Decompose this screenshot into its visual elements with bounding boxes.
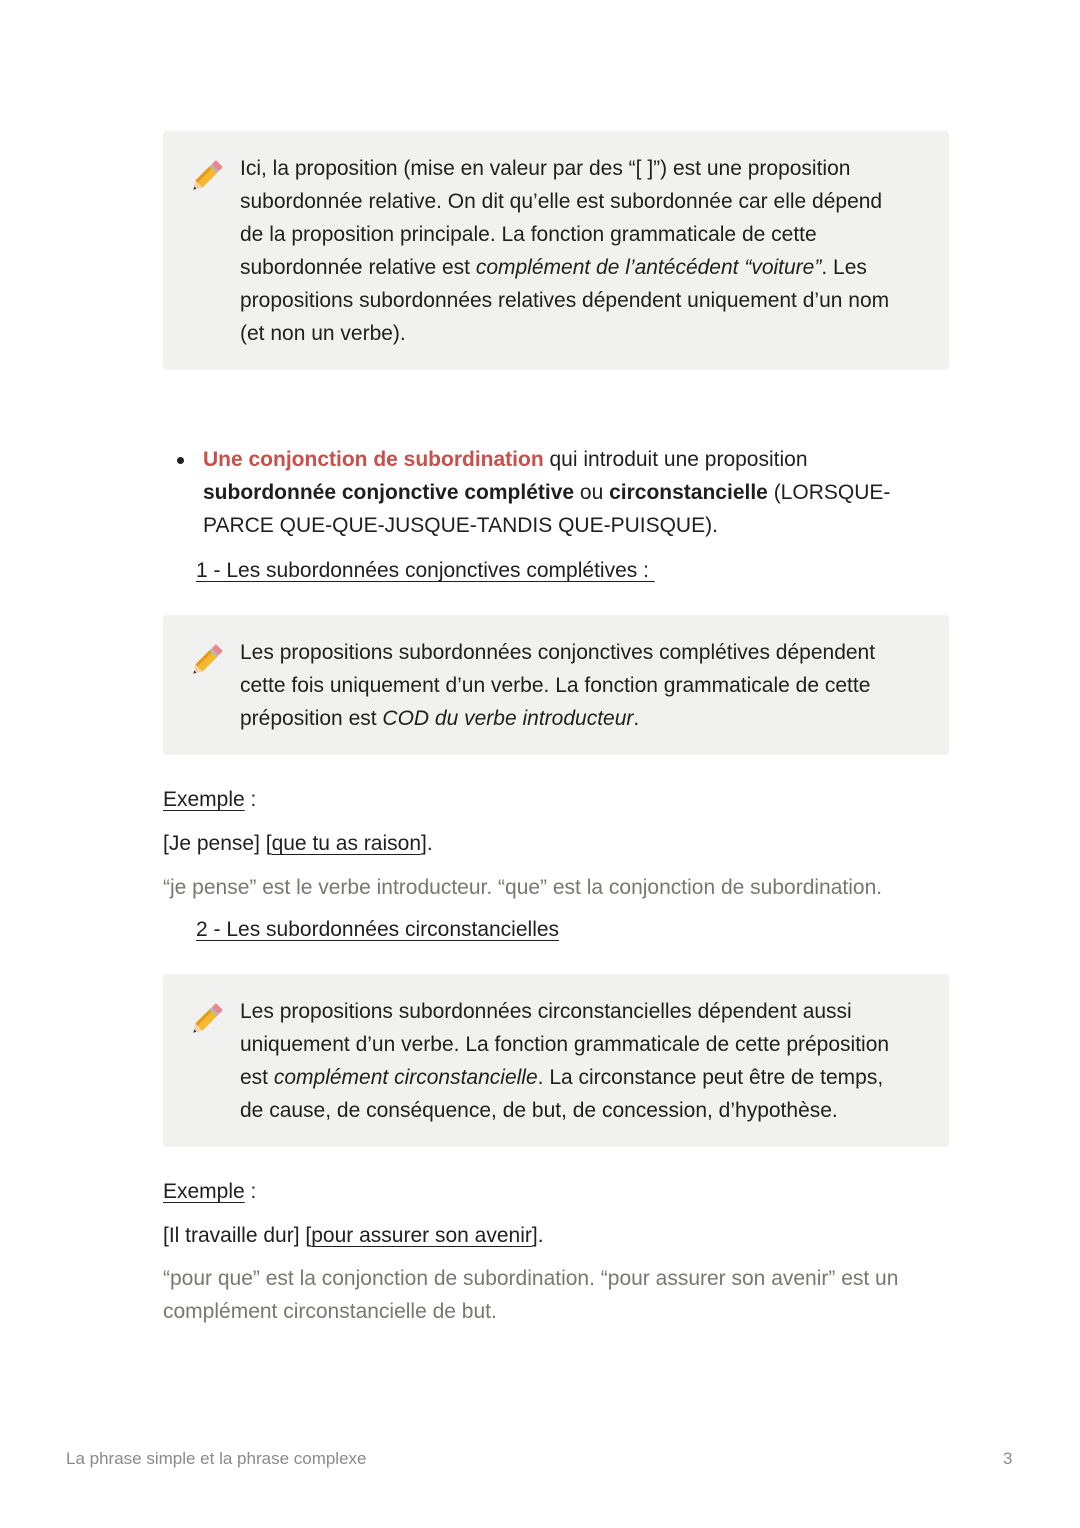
callout1-line2: subordonnée relative. On dit qu’elle est subordonnée car elle dépend <box>240 190 883 213</box>
callout2-line3: préposition est COD du verbe introducteur. <box>240 707 640 730</box>
footer-title: La phrase simple et la phrase complexe <box>66 1449 367 1468</box>
pencil-icon <box>187 1001 225 1039</box>
bullet-line2: subordonnée conjonctive complétive ou circonstancielle (LORSQUE- <box>203 481 891 504</box>
callout1-line6: (et non un verbe). <box>240 322 406 345</box>
bullet-line3: PARCE QUE-QUE-JUSQUE-TANDIS QUE-PUISQUE). <box>203 514 718 537</box>
example2-sentence: [Il travaille dur] [pour assurer son avenir]. <box>163 1224 544 1247</box>
callout-relative <box>163 131 949 370</box>
callout-circonstancielles <box>163 974 949 1147</box>
bullet-line1: Une conjonction de subordination qui introduit une proposition <box>203 448 808 471</box>
callout2-line2: cette fois uniquement d’un verbe. La fonction grammaticale de cette <box>240 674 871 697</box>
highlight-term: Une conjonction de subordination <box>203 448 544 471</box>
pencil-icon <box>187 642 225 680</box>
example2-label: Exemple : <box>163 1180 257 1203</box>
callout1-line4: subordonnée relative est complément de l’antécédent “voiture”. Les <box>240 256 867 279</box>
callout3-line3: est complément circonstancielle. La circonstance peut être de temps, <box>240 1066 884 1089</box>
callout3-line1: Les propositions subordonnées circonstancielles dépendent aussi <box>240 1000 852 1023</box>
section2-heading: 2 - Les subordonnées circonstancielles <box>196 918 560 941</box>
callout2-line1: Les propositions subordonnées conjonctives complétives dépendent <box>240 641 876 664</box>
example1-note: “je pense” est le verbe introducteur. “que” est la conjonction de subordination. <box>163 876 883 899</box>
callout1-line1: Ici, la proposition (mise en valeur par des “[ ]”) est une proposition <box>240 157 851 180</box>
page-number: 3 <box>1003 1449 1013 1468</box>
callout3-line2: uniquement d’un verbe. La fonction grammaticale de cette préposition <box>240 1033 890 1056</box>
pencil-icon <box>187 158 225 196</box>
section1-heading: 1 - Les subordonnées conjonctives complétives : <box>196 559 655 582</box>
example1-label: Exemple : <box>163 788 257 811</box>
example1-sentence: [Je pense] [que tu as raison]. <box>163 832 433 855</box>
callout1-line5: propositions subordonnées relatives dépendent uniquement d’un nom <box>240 289 890 312</box>
example2-note-line1: “pour que” est la conjonction de subordination. “pour assurer son avenir” est un <box>163 1267 899 1290</box>
callout-completives <box>163 615 949 755</box>
callout1-line3: de la proposition principale. La fonction grammaticale de cette <box>240 223 817 246</box>
callout3-line4: de cause, de conséquence, de but, de concession, d’hypothèse. <box>240 1099 838 1122</box>
example2-note-line2: complément circonstancielle de but. <box>163 1300 497 1323</box>
bullet-dot <box>177 457 184 464</box>
